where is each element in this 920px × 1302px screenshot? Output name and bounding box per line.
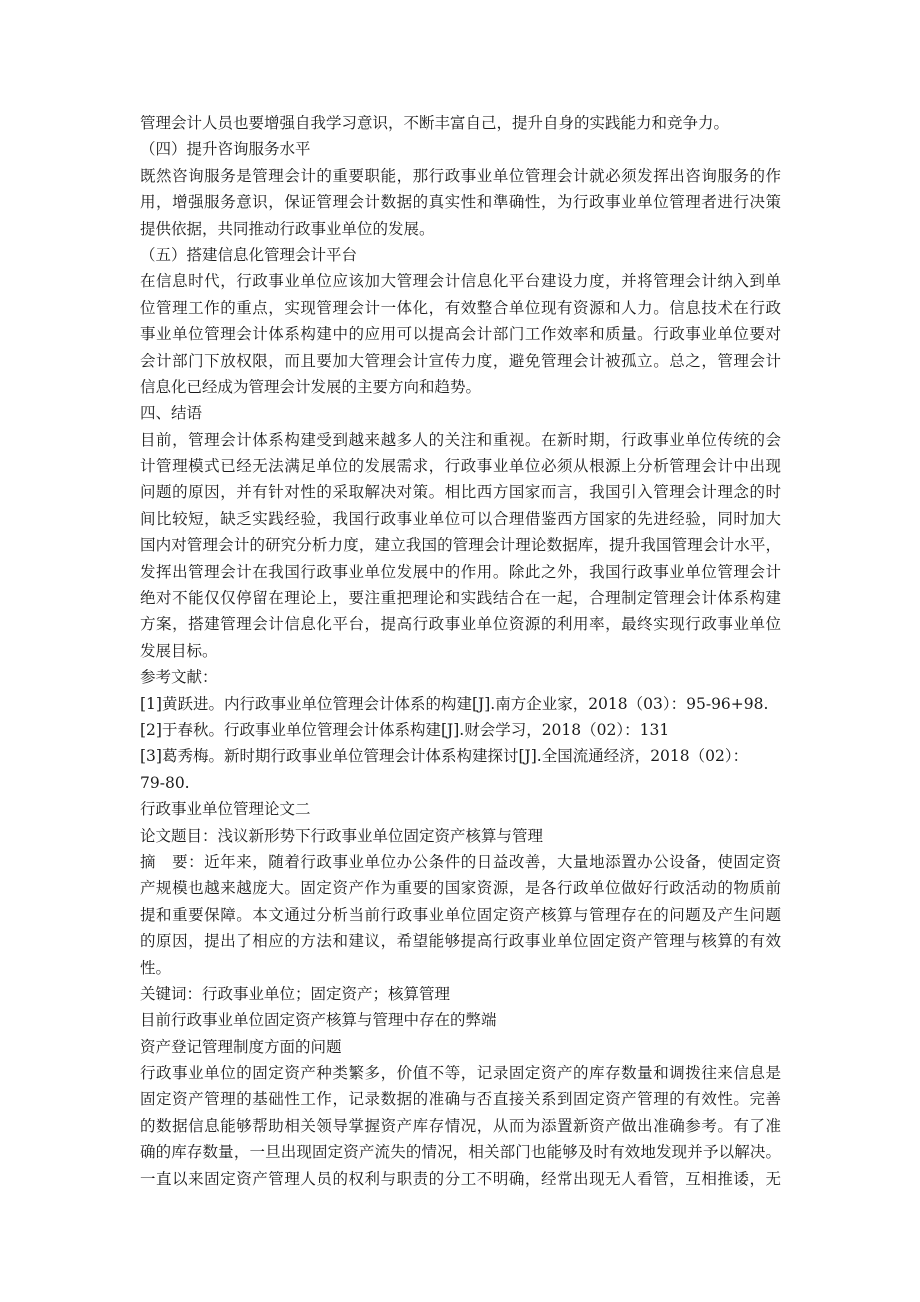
text-line: （五）搭建信息化管理会计平台 (140, 245, 358, 264)
text-line: 资产登记管理制度方面的问题 (140, 1037, 342, 1056)
text-line: [2]于春秋。行政事业单位管理会计体系构建[J].财会学习，2018（02）：131 (140, 720, 670, 739)
text-line: 在信息时代，行政事业单位应该加大管理会计信息化平台建设力度，并将管理会计纳入到单 (140, 272, 781, 291)
text-line: 问题的原因，并有针对性的采取解决对策。相比西方国家而言，我国引入管理会计理念的时 (140, 483, 781, 502)
text-line: 发挥出管理会计在我国行政事业单位发展中的作用。除此之外，我国行政事业单位管理会计 (140, 562, 781, 581)
text-line: 会计部门下放权限，而且要加大管理会计宣传力度，避免管理会计被孤立。总之，管理会计 (140, 351, 781, 370)
text-line: 行政事业单位管理论文二 (140, 800, 311, 819)
text-line: 目前行政事业单位固定资产核算与管理中存在的弊端 (140, 1011, 497, 1030)
text-line: 信息化已经成为管理会计发展的主要方向和趋势。 (140, 377, 482, 396)
text-line: 关键词：行政事业单位；固定资产；核算管理 (140, 984, 451, 1003)
text-line: 目前，管理会计体系构建受到越来越多人的关注和重视。在新时期，行政事业单位传统的会 (140, 430, 781, 449)
text-line: 摘 要：近年来，随着行政事业单位办公条件的日益改善，大量地添置办公设备，使固定资 (140, 852, 781, 871)
text-line: 行政事业单位的固定资产种类繁多，价值不等，记录固定资产的库存数量和调拨往来信息是 (140, 1064, 781, 1083)
text-line: 既然咨询服务是管理会计的重要职能，那行政事业单位管理会计就必须发挥出咨询服务的作 (140, 166, 781, 185)
document-body (140, 110, 781, 1192)
text-line: 国内对管理会计的研究分析力度，建立我国的管理会计理论数据库，提升我国管理会计水平， (140, 536, 781, 555)
text-line: 用，增强服务意识，保证管理会计数据的真实性和準确性，为行政事业单位管理者进行决策 (140, 193, 781, 212)
text-line: 位管理工作的重点，实现管理会计一体化，有效整合单位现有资源和人力。信息技术在行政 (140, 298, 781, 317)
text-line: [1]黄跃进。内行政事业单位管理会计体系的构建[J].南方企业家，2018（03）：95-96+98. (140, 694, 769, 713)
text-line: 管理会计人员也要增强自我学习意识，不断丰富自己，提升自身的实践能力和竞争力。 (140, 114, 730, 132)
text-line: 的数据信息能够帮助相关领导掌握资产库存情况，从而为添置新资产做出准确参考。有了准 (140, 1116, 781, 1135)
text-line: 79-80. (140, 773, 190, 792)
text-line: （四）提升咨询服务水平 (140, 140, 311, 159)
text-line: [3]葛秀梅。新时期行政事业单位管理会计体系构建探讨[J].全国流通经济，2018（02）： (140, 747, 749, 766)
text-line: 性。 (140, 958, 172, 977)
text-line: 固定资产管理的基础性工作，记录数据的准确与否直接关系到固定资产管理的有效性。完善 (140, 1090, 781, 1109)
text-line: 绝对不能仅仅停留在理论上，要注重把理论和实践结合在一起，合理制定管理会计体系构建 (140, 589, 781, 608)
text-line: 论文题目：浅议新形势下行政事业单位固定资产核算与管理 (140, 826, 544, 845)
text-line: 发展目标。 (140, 641, 218, 660)
text-line: 一直以来固定资产管理人员的权利与职责的分工不明确，经常出现无人看管，互相推诿，无 (140, 1169, 781, 1188)
text-line: 计管理模式已经无法满足单位的发展需求，行政事业单位必须从根源上分析管理会计中出现 (140, 457, 781, 476)
text-line: 四、结语 (140, 404, 203, 423)
text-line: 事业单位管理会计体系构建中的应用可以提高会计部门工作效率和质量。行政事业单位要对 (140, 325, 781, 344)
text-line: 间比较短，缺乏实践经验，我国行政事业单位可以合理借鉴西方国家的先进经验，同时加大 (140, 509, 781, 528)
text-line: 方案，搭建管理会计信息化平台，提高行政事业单位资源的利用率，最终实现行政事业单位 (140, 615, 781, 634)
text-line: 产规模也越来越庞大。固定资产作为重要的国家资源，是各行政单位做好行政活动的物质前 (140, 879, 781, 898)
text-line: 提供依据，共同推动行政事业单位的发展。 (140, 219, 435, 238)
text-line: 参考文献： (140, 668, 218, 687)
text-line: 提和重要保障。本文通过分析当前行政事业单位固定资产核算与管理存在的问题及产生问题 (140, 905, 781, 924)
text-line: 的原因，提出了相应的方法和建议，希望能够提高行政事业单位固定资产管理与核算的有效 (140, 932, 781, 951)
text-line: 确的库存数量，一旦出现固定资产流失的情况，相关部门也能够及时有效地发现并予以解决。 (140, 1143, 781, 1162)
